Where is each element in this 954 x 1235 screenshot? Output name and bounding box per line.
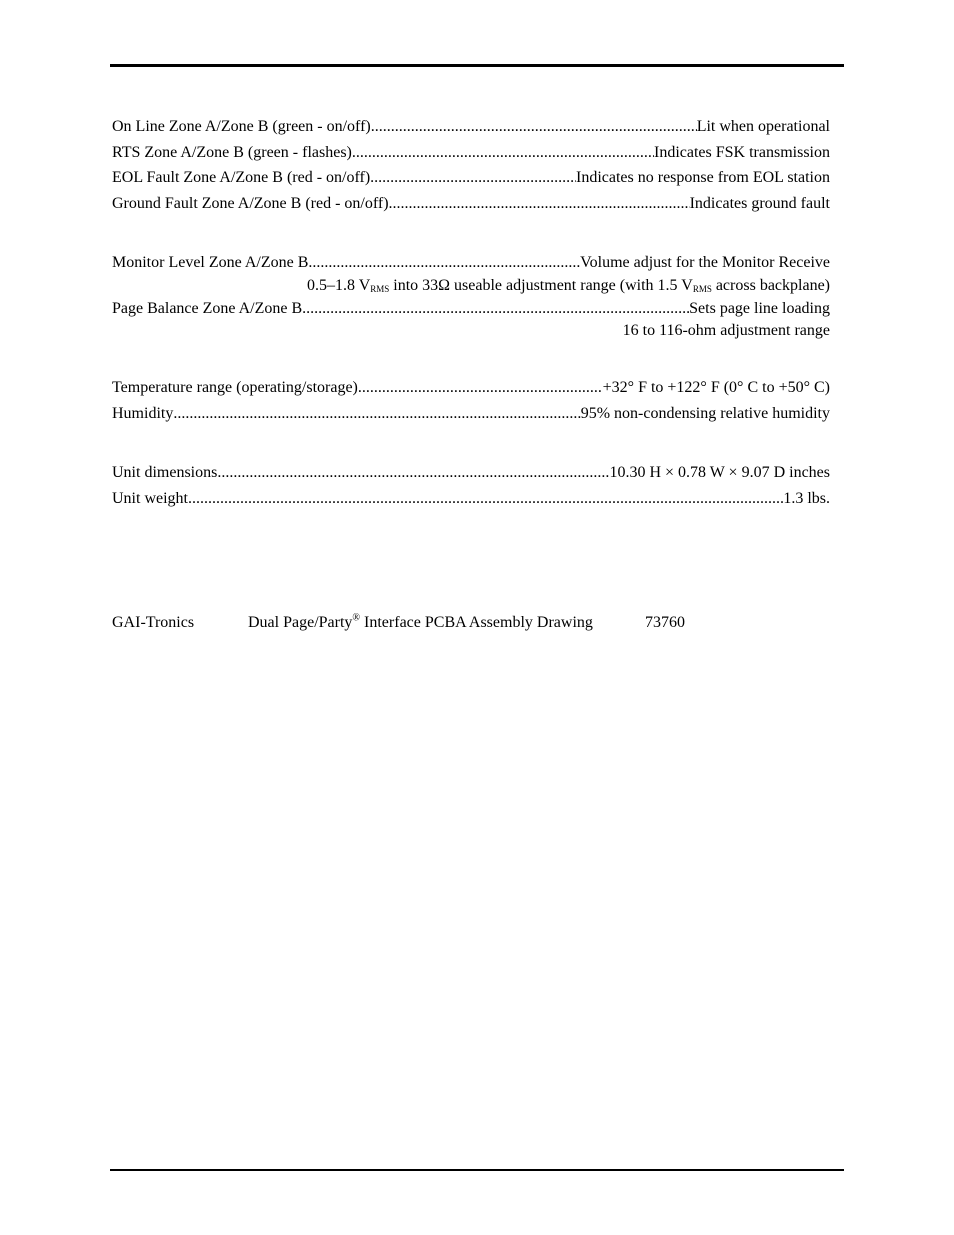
specifications-content <box>112 114 830 511</box>
dot-leader <box>352 140 654 166</box>
spec-value: Volume adjust for the Monitor Receive <box>580 254 830 271</box>
spec-label: EOL Fault Zone A/Zone B (red - on/off) <box>112 169 371 186</box>
spec-row-weight <box>112 486 830 512</box>
spec-value: 10.30 H × 0.78 W × 9.07 D inches <box>609 464 830 481</box>
reference-company: GAI-Tronics <box>112 614 195 631</box>
reference-title: Dual Page/Party® Interface PCBA Assembly Drawing <box>248 612 593 631</box>
spec-value: Indicates no response from EOL station <box>575 169 830 186</box>
monitor-level-detail: 0.5–1.8 $V_{RMS}$ into 33Ω useable adjustment range (with 1.5 $V_{RMS}$ across backplane) <box>306 276 830 294</box>
spec-label: Unit weight <box>112 489 188 507</box>
spec-label: Ground Fault Zone A/Zone B (red - on/off) <box>112 194 389 212</box>
spec-label: Page Balance Zone A/Zone B <box>112 299 303 317</box>
spec-label: Monitor Level Zone A/Zone B <box>112 254 309 271</box>
spec-value: +32° F to +122° F (0° C to +50° C) <box>602 379 830 396</box>
spec-value: Lit when operational <box>696 118 830 135</box>
dot-leader <box>358 375 603 401</box>
spec-row-page-balance <box>112 296 830 322</box>
spec-label: RTS Zone A/Zone B (green - flashes) <box>112 143 352 161</box>
spec-value: Sets page line loading <box>689 299 830 317</box>
spec-row-online <box>112 114 830 140</box>
dot-leader <box>302 296 689 322</box>
spec-row-ground-fault <box>112 191 830 217</box>
section-gap <box>112 426 830 460</box>
spec-row-monitor-level <box>112 250 830 276</box>
spec-value: Indicates FSK transmission <box>654 143 830 161</box>
footer-rule <box>110 1169 844 1171</box>
spec-row-eol-fault <box>112 165 830 191</box>
dot-leader <box>389 191 690 217</box>
spec-value: Indicates ground fault <box>689 194 830 212</box>
reference-number: 73760 <box>645 614 685 631</box>
dot-leader <box>370 165 576 191</box>
dot-leader <box>217 460 609 486</box>
header-rule <box>110 64 844 67</box>
dot-leader <box>308 250 580 276</box>
dot-leader <box>188 486 783 512</box>
spec-row-humidity <box>112 401 830 427</box>
spec-row-temperature <box>112 375 830 401</box>
spec-row-rts <box>112 140 830 166</box>
spec-value: 1.3 lbs. <box>783 489 830 507</box>
dot-leader <box>371 114 697 140</box>
spec-label: On Line Zone A/Zone B (green - on/off) <box>112 118 371 135</box>
spec-label: Unit dimensions <box>112 464 218 481</box>
dot-leader <box>173 401 580 427</box>
page-balance-detail: 16 to 116-ohm adjustment range <box>622 322 830 339</box>
spec-value: 95% non-condensing relative humidity <box>580 404 830 422</box>
spec-row-dimensions <box>112 460 830 486</box>
spec-label: Temperature range (operating/storage) <box>112 379 358 396</box>
section-gap <box>112 216 830 250</box>
spec-label: Humidity <box>112 404 174 422</box>
section-gap <box>112 341 830 375</box>
